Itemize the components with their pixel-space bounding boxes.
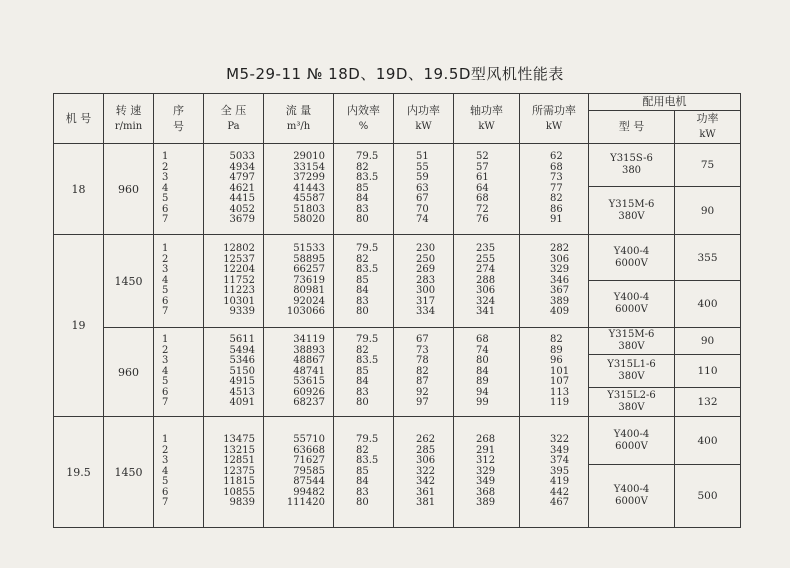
data-value: 74 [476, 344, 489, 356]
data-value: 83.5 [356, 355, 379, 367]
pressure-list [204, 144, 264, 235]
motor-model-cell: Y400-4 6000V [589, 417, 675, 465]
data-value: 76 [476, 214, 489, 226]
flow-list [264, 328, 334, 417]
required-power-list [520, 417, 589, 528]
data-value: 250 [416, 253, 436, 265]
data-value: 13475 [223, 433, 255, 445]
data-value: 2 [162, 161, 169, 173]
data-value: 4621 [229, 182, 255, 194]
data-value: 80 [356, 306, 369, 318]
data-value: 3 [162, 355, 169, 367]
data-value: 63668 [293, 444, 325, 456]
data-value: 329 [550, 264, 570, 276]
header-shaft-power: 轴功率 kW [454, 94, 520, 144]
data-value: 268 [476, 433, 496, 445]
data-value: 119 [550, 397, 570, 409]
data-value: 6 [162, 386, 169, 398]
data-value: 38893 [293, 344, 325, 356]
header-seq: 序 号 [154, 94, 204, 144]
header-motor-model: 型 号 [589, 111, 675, 144]
shaft-power-list [454, 328, 520, 417]
data-value: 9339 [229, 306, 255, 318]
data-value: 2 [162, 253, 169, 265]
data-value: 33154 [293, 161, 325, 173]
flow-list [264, 417, 334, 528]
internal-power-list [394, 328, 454, 417]
motor-model-cell: Y400-4 6000V [589, 281, 675, 328]
data-value: 341 [476, 306, 496, 318]
machine-no-cell: 19.5 [54, 417, 104, 528]
data-value: 230 [416, 242, 436, 254]
data-value: 37299 [293, 172, 325, 184]
data-value: 99482 [293, 486, 325, 498]
data-value: 4934 [229, 161, 255, 173]
motor-model-cell: Y315L2-6 380V [589, 388, 675, 417]
data-value: 58020 [293, 214, 325, 226]
data-value: 4 [162, 465, 169, 477]
data-value: 5 [162, 193, 169, 205]
pressure-list [204, 417, 264, 528]
motor-model-cell: Y400-4 6000V [589, 465, 675, 528]
data-value: 300 [416, 285, 436, 297]
data-value: 10855 [223, 486, 255, 498]
data-value: 83.5 [356, 172, 379, 184]
data-value: 324 [476, 295, 496, 307]
efficiency-list [334, 328, 394, 417]
data-value: 12375 [223, 465, 255, 477]
data-value: 322 [550, 433, 570, 445]
data-value: 83 [356, 486, 369, 498]
data-value: 367 [550, 285, 570, 297]
data-value: 74 [416, 214, 429, 226]
data-value: 82 [356, 344, 369, 356]
data-value: 4052 [229, 203, 255, 215]
data-value: 1 [162, 150, 169, 162]
data-value: 79.5 [356, 433, 379, 445]
data-value: 1 [162, 242, 169, 254]
data-value: 467 [550, 497, 570, 509]
data-value: 86 [550, 203, 563, 215]
data-value: 103066 [286, 306, 325, 318]
data-value: 342 [416, 476, 436, 488]
data-value: 306 [416, 455, 436, 467]
data-value: 346 [550, 274, 570, 286]
data-value: 63 [416, 182, 429, 194]
data-value: 67 [416, 193, 429, 205]
data-value: 4915 [229, 376, 255, 388]
data-value: 2 [162, 344, 169, 356]
data-value: 7 [162, 397, 169, 409]
data-value: 5 [162, 376, 169, 388]
data-value: 73 [416, 344, 429, 356]
data-value: 80 [356, 214, 369, 226]
data-value: 368 [476, 486, 496, 498]
data-value: 381 [416, 497, 436, 509]
data-value: 5 [162, 285, 169, 297]
data-value: 4415 [229, 193, 255, 205]
efficiency-list [334, 144, 394, 235]
data-value: 51 [416, 150, 429, 162]
data-value: 80 [476, 355, 489, 367]
data-value: 92024 [293, 295, 325, 307]
data-value: 79.5 [356, 333, 379, 345]
data-value: 83 [356, 203, 369, 215]
data-value: 60926 [293, 386, 325, 398]
shaft-power-list [454, 235, 520, 328]
data-value: 79.5 [356, 150, 379, 162]
motor-power-cell: 110 [675, 355, 741, 388]
data-value: 285 [416, 444, 436, 456]
header-machine-no: 机 号 [54, 94, 104, 144]
header-pressure: 全 压 Pa [204, 94, 264, 144]
speed-cell: 960 [104, 328, 154, 417]
data-value: 111420 [286, 497, 325, 509]
data-value: 2 [162, 444, 169, 456]
motor-model-cell: Y315L1-6 380V [589, 355, 675, 388]
flow-list [264, 235, 334, 328]
data-value: 79585 [293, 465, 325, 477]
data-value: 82 [416, 365, 429, 377]
data-value: 87544 [293, 476, 325, 488]
seq-list [154, 235, 204, 328]
data-value: 84 [476, 365, 489, 377]
data-value: 91 [550, 214, 563, 226]
data-value: 329 [476, 465, 496, 477]
data-value: 3679 [229, 214, 255, 226]
data-value: 6 [162, 203, 169, 215]
data-value: 12204 [223, 264, 255, 276]
data-value: 48741 [293, 365, 325, 377]
required-power-list [520, 235, 589, 328]
data-value: 83 [356, 295, 369, 307]
efficiency-list [334, 235, 394, 328]
data-value: 349 [550, 444, 570, 456]
data-value: 389 [550, 295, 570, 307]
data-value: 80 [356, 497, 369, 509]
data-value: 68237 [293, 397, 325, 409]
data-value: 113 [550, 386, 570, 398]
data-value: 12537 [223, 253, 255, 265]
data-value: 4 [162, 274, 169, 286]
motor-model-cell: Y315M-6 380V [589, 187, 675, 235]
data-value: 11815 [223, 476, 255, 488]
data-value: 84 [356, 285, 369, 297]
data-value: 82 [550, 333, 563, 345]
data-value: 5611 [229, 333, 255, 345]
speed-cell: 1450 [104, 417, 154, 528]
seq-list [154, 144, 204, 235]
data-value: 51803 [293, 203, 325, 215]
data-value: 85 [356, 274, 369, 286]
data-value: 82 [550, 193, 563, 205]
data-value: 5 [162, 476, 169, 488]
data-value: 97 [416, 397, 429, 409]
data-value: 6 [162, 486, 169, 498]
data-value: 306 [550, 253, 570, 265]
data-value: 41443 [293, 182, 325, 194]
data-value: 283 [416, 274, 436, 286]
data-value: 62 [550, 150, 563, 162]
data-value: 58895 [293, 253, 325, 265]
data-value: 57 [476, 161, 489, 173]
data-value: 3 [162, 172, 169, 184]
motor-power-cell: 90 [675, 328, 741, 355]
data-value: 9839 [229, 497, 255, 509]
data-value: 317 [416, 295, 436, 307]
data-value: 59 [416, 172, 429, 184]
motor-power-cell: 90 [675, 187, 741, 235]
data-value: 89 [550, 344, 563, 356]
data-value: 34119 [293, 333, 325, 345]
data-value: 374 [550, 455, 570, 467]
data-value: 4513 [229, 386, 255, 398]
data-value: 66257 [293, 264, 325, 276]
data-value: 67 [416, 333, 429, 345]
motor-power-cell: 132 [675, 388, 741, 417]
data-value: 82 [356, 444, 369, 456]
speed-cell: 1450 [104, 235, 154, 328]
data-value: 68 [550, 161, 563, 173]
shaft-power-list [454, 417, 520, 528]
data-value: 4 [162, 365, 169, 377]
data-value: 101 [550, 365, 570, 377]
data-value: 83.5 [356, 264, 379, 276]
seq-list [154, 417, 204, 528]
data-value: 13215 [223, 444, 255, 456]
flow-list [264, 144, 334, 235]
data-value: 334 [416, 306, 436, 318]
data-value: 80981 [293, 285, 325, 297]
data-value: 442 [550, 486, 570, 498]
data-value: 419 [550, 476, 570, 488]
internal-power-list [394, 144, 454, 235]
data-value: 45587 [293, 193, 325, 205]
data-value: 312 [476, 455, 496, 467]
data-value: 64 [476, 182, 489, 194]
data-value: 291 [476, 444, 496, 456]
data-value: 48867 [293, 355, 325, 367]
data-value: 12802 [223, 242, 255, 254]
data-value: 235 [476, 242, 496, 254]
data-value: 53615 [293, 376, 325, 388]
pressure-list [204, 328, 264, 417]
header-motor-power: 功率 kW [675, 111, 741, 144]
data-value: 70 [416, 203, 429, 215]
header-internal-power: 内功率 kW [394, 94, 454, 144]
data-value: 255 [476, 253, 496, 265]
data-value: 269 [416, 264, 436, 276]
data-value: 1 [162, 333, 169, 345]
data-value: 77 [550, 182, 563, 194]
data-value: 87 [416, 376, 429, 388]
data-value: 83.5 [356, 455, 379, 467]
data-value: 51533 [293, 242, 325, 254]
data-value: 349 [476, 476, 496, 488]
data-value: 89 [476, 376, 489, 388]
motor-model-cell: Y315M-6 380V [589, 328, 675, 355]
pressure-list [204, 235, 264, 328]
data-value: 73 [550, 172, 563, 184]
data-value: 52 [476, 150, 489, 162]
data-value: 306 [476, 285, 496, 297]
motor-model-cell: Y315S-6 380 [589, 144, 675, 187]
data-value: 322 [416, 465, 436, 477]
data-value: 6 [162, 295, 169, 307]
data-value: 82 [356, 161, 369, 173]
shaft-power-list [454, 144, 520, 235]
data-value: 78 [416, 355, 429, 367]
motor-model-cell: Y400-4 6000V [589, 235, 675, 281]
data-value: 85 [356, 182, 369, 194]
speed-cell: 960 [104, 144, 154, 235]
data-value: 5033 [229, 150, 255, 162]
header-internal-efficiency: 内效率 % [334, 94, 394, 144]
data-value: 94 [476, 386, 489, 398]
data-value: 11752 [223, 274, 255, 286]
data-value: 7 [162, 214, 169, 226]
header-speed: 转 速 r/min [104, 94, 154, 144]
data-value: 85 [356, 365, 369, 377]
machine-no-cell: 18 [54, 144, 104, 235]
internal-power-list [394, 417, 454, 528]
data-value: 288 [476, 274, 496, 286]
motor-power-cell: 75 [675, 144, 741, 187]
data-value: 361 [416, 486, 436, 498]
data-value: 4 [162, 182, 169, 194]
data-value: 4797 [229, 172, 255, 184]
data-value: 71627 [293, 455, 325, 467]
internal-power-list [394, 235, 454, 328]
data-value: 84 [356, 476, 369, 488]
data-value: 72 [476, 203, 489, 215]
data-value: 5494 [229, 344, 255, 356]
data-value: 107 [550, 376, 570, 388]
data-value: 395 [550, 465, 570, 477]
data-value: 96 [550, 355, 563, 367]
data-value: 80 [356, 397, 369, 409]
data-value: 55710 [293, 433, 325, 445]
required-power-list [520, 144, 589, 235]
data-value: 4091 [229, 397, 255, 409]
data-value: 85 [356, 465, 369, 477]
data-value: 5346 [229, 355, 255, 367]
data-value: 10301 [223, 295, 255, 307]
data-value: 83 [356, 386, 369, 398]
data-value: 3 [162, 455, 169, 467]
data-value: 12851 [223, 455, 255, 467]
data-value: 7 [162, 306, 169, 318]
data-value: 61 [476, 172, 489, 184]
seq-list [154, 328, 204, 417]
motor-power-cell: 500 [675, 465, 741, 528]
machine-no-cell: 19 [54, 235, 104, 417]
required-power-list [520, 328, 589, 417]
data-value: 55 [416, 161, 429, 173]
data-value: 11223 [223, 285, 255, 297]
data-value: 3 [162, 264, 169, 276]
header-flow: 流 量 m³/h [264, 94, 334, 144]
data-value: 262 [416, 433, 436, 445]
data-value: 84 [356, 376, 369, 388]
data-value: 68 [476, 333, 489, 345]
data-value: 99 [476, 397, 489, 409]
data-value: 389 [476, 497, 496, 509]
data-value: 409 [550, 306, 570, 318]
data-value: 68 [476, 193, 489, 205]
data-value: 5150 [229, 365, 255, 377]
data-value: 92 [416, 386, 429, 398]
data-value: 282 [550, 242, 570, 254]
efficiency-list [334, 417, 394, 528]
data-value: 29010 [293, 150, 325, 162]
motor-power-cell: 400 [675, 417, 741, 465]
data-value: 1 [162, 433, 169, 445]
performance-table [53, 93, 740, 526]
header-required-power: 所需功率 kW [520, 94, 589, 144]
header-motor: 配用电机 [589, 94, 741, 111]
data-value: 82 [356, 253, 369, 265]
data-value: 7 [162, 497, 169, 509]
data-value: 79.5 [356, 242, 379, 254]
motor-power-cell: 355 [675, 235, 741, 281]
table-title: M5-29-11 № 18D、19D、19.5D型风机性能表 [226, 65, 564, 83]
data-value: 84 [356, 193, 369, 205]
motor-power-cell: 400 [675, 281, 741, 328]
data-value: 274 [476, 264, 496, 276]
data-value: 73619 [293, 274, 325, 286]
